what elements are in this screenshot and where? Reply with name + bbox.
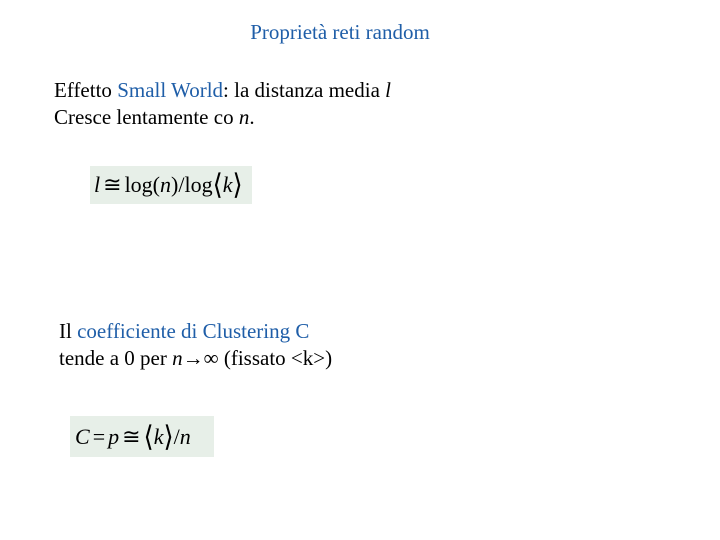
approx-symbol: ≅ xyxy=(103,172,122,197)
right-angle-bracket: ⟩ xyxy=(163,420,174,452)
clustering-line2-prefix: tende a 0 per xyxy=(59,346,173,370)
formula-close1: ) xyxy=(171,172,179,197)
formula-slash: / xyxy=(178,172,185,197)
small-world-line2-suffix: . xyxy=(249,105,255,129)
variable-l: l xyxy=(385,78,391,102)
formula-log2: log xyxy=(184,172,213,197)
left-angle-bracket: ⟨ xyxy=(143,420,154,452)
formula-k: k xyxy=(153,423,164,449)
clustering-line-2 xyxy=(59,345,332,372)
path-length-formula xyxy=(90,166,252,204)
formula-k: k xyxy=(222,172,233,197)
slide-title: Proprietà reti random xyxy=(250,20,430,44)
small-world-line-2 xyxy=(54,104,391,131)
small-world-term: Small World xyxy=(117,78,224,102)
formula-C: C xyxy=(75,423,90,449)
formula-n: n xyxy=(179,423,191,449)
right-angle-bracket: ⟩ xyxy=(232,168,243,201)
clustering-formula xyxy=(70,416,214,457)
clustering-paragraph xyxy=(59,318,332,372)
formula-log1: log( xyxy=(124,172,161,197)
left-angle-bracket: ⟨ xyxy=(212,168,223,201)
small-world-line2-prefix: Cresce lentamente co xyxy=(54,105,239,129)
formula-slash: / xyxy=(173,423,180,449)
small-world-prefix: Effetto xyxy=(54,78,118,102)
variable-n: n xyxy=(172,346,183,370)
clustering-line-1 xyxy=(59,318,332,345)
equals-symbol: = xyxy=(92,423,106,449)
formula-n: n xyxy=(160,172,172,197)
small-world-line-1 xyxy=(54,77,391,104)
infinity-symbol: ∞ xyxy=(203,346,219,370)
clustering-line2-suffix: (fissato <k>) xyxy=(218,346,333,370)
small-world-paragraph xyxy=(54,77,391,131)
clustering-term: coefficiente di Clustering C xyxy=(77,319,310,343)
formula-p: p xyxy=(108,423,120,449)
small-world-mid: : la distanza media xyxy=(223,78,386,102)
arrow-icon: → xyxy=(182,346,204,370)
clustering-prefix: Il xyxy=(59,319,78,343)
formula-l: l xyxy=(94,172,101,197)
variable-n: n xyxy=(238,105,250,129)
approx-symbol: ≅ xyxy=(122,423,141,449)
